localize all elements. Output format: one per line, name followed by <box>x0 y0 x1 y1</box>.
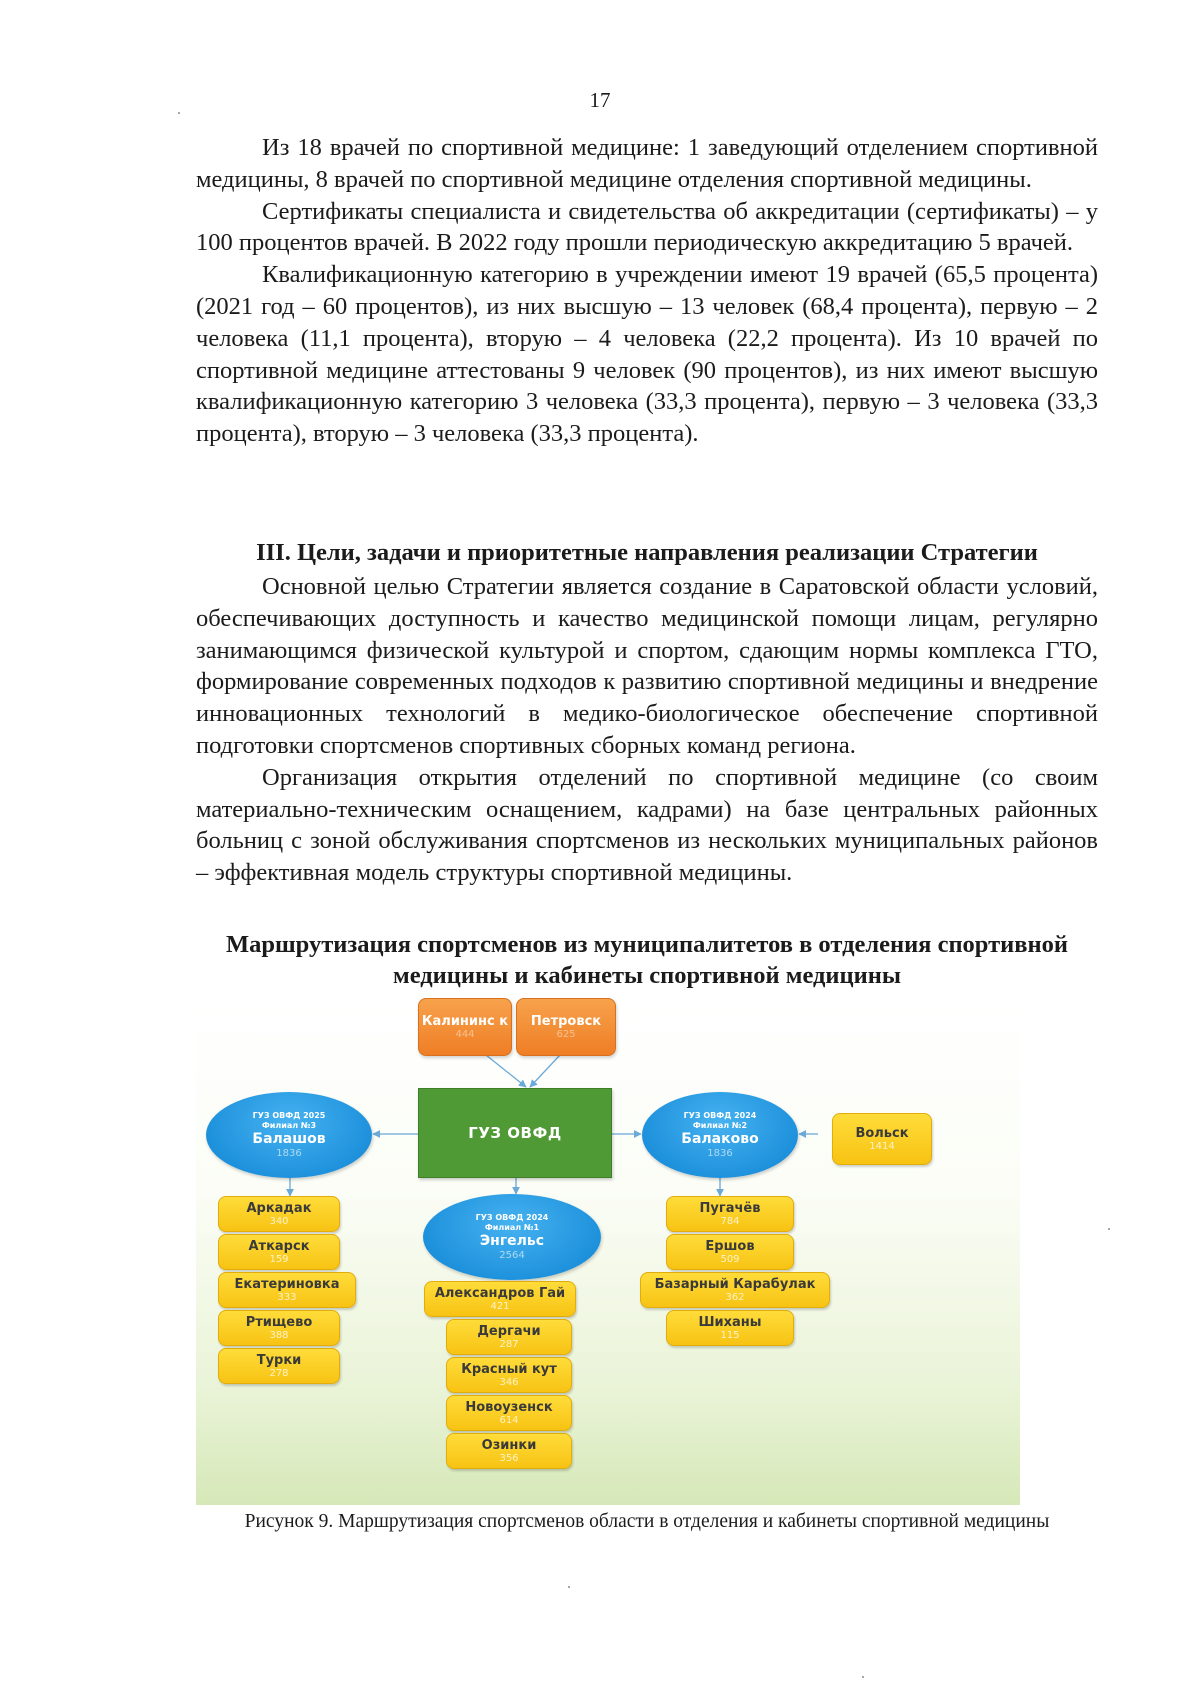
scan-speck <box>862 1676 864 1678</box>
city-box-kalininsk <box>418 998 512 1056</box>
city-name: Петровск <box>530 1013 602 1029</box>
center-box-guz-ovfd <box>418 1088 612 1178</box>
scan-speck <box>568 1586 570 1588</box>
city-box-krasny-kut <box>446 1357 572 1393</box>
city-box-bazarny-karabulak <box>640 1272 830 1308</box>
city-count: 625 <box>556 1028 576 1040</box>
city-name: Калининс к <box>421 1013 509 1029</box>
city-box-ozinki <box>446 1433 572 1469</box>
branch-count: 1836 <box>276 1147 302 1159</box>
city-name: Ершов <box>705 1238 755 1254</box>
city-name: Базарный Карабулак <box>654 1276 816 1292</box>
city-box-ekaterinovka <box>218 1272 356 1308</box>
city-name: Александров Гай <box>434 1285 566 1301</box>
city-name: Ртищево <box>245 1314 313 1330</box>
city-box-dergachi <box>446 1319 572 1355</box>
paragraph-certificates: Сертификаты специалиста и свидетельства об аккредитации (сертификаты) – у 100 процентов врачей. В 2022 году прошли периодическую аккредитацию 5 врачей. <box>196 197 1098 257</box>
branch-number: Филиал №1 <box>484 1222 540 1232</box>
city-name: Вольск <box>855 1125 909 1141</box>
city-name: Екатериновка <box>234 1276 340 1292</box>
city-box-ershov <box>666 1234 794 1270</box>
city-count: 159 <box>269 1253 289 1265</box>
section-text-block <box>196 571 1098 889</box>
scan-speck <box>1108 1228 1110 1230</box>
city-name: Аркадак <box>246 1200 312 1216</box>
arrow-petrovsk <box>530 1055 560 1087</box>
branch-name: Балашов <box>252 1130 326 1147</box>
city-count: 784 <box>720 1215 740 1227</box>
branch-number: Филиал №3 <box>261 1120 317 1130</box>
city-count: 509 <box>720 1253 740 1265</box>
city-count: 444 <box>455 1028 475 1040</box>
branch-ellipse-engels <box>423 1194 601 1280</box>
center-label: ГУЗ ОВФД <box>468 1124 562 1142</box>
city-count: 1414 <box>869 1140 895 1152</box>
branch-ellipse-balakovo <box>642 1092 798 1178</box>
figure-title: Маршрутизация спортсменов из муниципалитетов в отделения спортивной медицины и кабинеты спортивной медицины <box>226 931 1068 989</box>
branch-name: Балаково <box>681 1130 759 1147</box>
scan-speck <box>178 112 180 114</box>
city-name: Новоузенск <box>465 1399 553 1415</box>
city-box-arkadak <box>218 1196 340 1232</box>
paragraph-organization: Организация открытия отделений по спортивной медицине (со своим материально-техническим оснащением, кадрами) на базе центральных районных больниц с зоной обслуживания спортсменов из нескольких муниципальных районов – эффективная модель структуры спортивной медицины. <box>196 763 1098 887</box>
branch-ellipse-balashov <box>206 1092 372 1178</box>
city-count: 340 <box>269 1215 289 1227</box>
arrow-kalininsk <box>486 1055 526 1087</box>
city-box-turki <box>218 1348 340 1384</box>
branch-name: Энгельс <box>479 1232 545 1249</box>
paragraph-qualification: Квалификационную категорию в учреждении имеют 19 врачей (65,5 процента) (2021 год – 60 процентов), из них высшую – 13 человек (68,4 процента), первую – 2 человека (11,1 процента), вторую – 4 человека (22,2 процента). Из 10 врачей по спортивной медицине аттестованы 9 человек (90 процентов), из них имеют высшую квалификационную категорию 3 человека (33,3 процента), первую – 3 человека (33,3 процента), вторую – 3 человека (33,3 процента). <box>196 261 1098 448</box>
top-text-block <box>196 132 1098 450</box>
section-heading: III. Цели, задачи и приоритетные направления реализации Стратегии <box>256 539 1038 566</box>
city-name: Дергачи <box>477 1323 541 1339</box>
city-count: 421 <box>490 1300 510 1312</box>
city-count: 287 <box>499 1338 519 1350</box>
paragraph-goal: Основной целью Стратегии является создание в Саратовской области условий, обеспечивающих доступность и качество медицинской помощи лицам, регулярно занимающимся физической культурой и спортом, сдающим нормы комплекса ГТО, формирование современных подходов к развитию спортивной медицины и внедрение инновационных технологий в медико-биологическое обеспечение спортивной подготовки спортсменов спортивных сборных команд региона. <box>196 573 1098 759</box>
city-name: Аткарск <box>248 1238 310 1254</box>
city-box-rtishchevo <box>218 1310 340 1346</box>
city-count: 115 <box>720 1329 740 1341</box>
figure-caption: Рисунок 9. Маршрутизация спортсменов области в отделения и кабинеты спортивной медицины <box>244 1511 1050 1532</box>
city-box-novouzensk <box>446 1395 572 1431</box>
city-box-pugachev <box>666 1196 794 1232</box>
branch-count: 2564 <box>499 1249 525 1261</box>
city-name: Турки <box>256 1352 302 1368</box>
city-box-aleksandrov-gai <box>424 1281 576 1317</box>
city-name: Озинки <box>481 1437 537 1453</box>
routing-diagram <box>196 1000 1020 1505</box>
city-count: 278 <box>269 1367 289 1379</box>
page-number: 17 <box>589 88 611 112</box>
city-count: 356 <box>499 1452 519 1464</box>
city-count: 333 <box>277 1291 297 1303</box>
branch-org: ГУЗ ОВФД 2024 <box>683 1110 757 1120</box>
branch-org: ГУЗ ОВФД 2024 <box>475 1212 549 1222</box>
city-box-atkarsk <box>218 1234 340 1270</box>
city-box-shikhany <box>666 1310 794 1346</box>
branch-count: 1836 <box>707 1147 733 1159</box>
city-box-petrovsk <box>516 998 616 1056</box>
city-name: Пугачёв <box>699 1200 761 1216</box>
city-name: Шиханы <box>698 1314 762 1330</box>
city-box-volsk <box>832 1113 932 1165</box>
city-name: Красный кут <box>461 1361 557 1377</box>
city-count: 614 <box>499 1414 519 1426</box>
paragraph-doctors: Из 18 врачей по спортивной медицине: 1 заведующий отделением спортивной медицины, 8 врачей по спортивной медицине отделения спортивной медицины. <box>196 134 1098 193</box>
city-count: 362 <box>725 1291 745 1303</box>
branch-number: Филиал №2 <box>692 1120 748 1130</box>
city-count: 388 <box>269 1329 289 1341</box>
branch-org: ГУЗ ОВФД 2025 <box>252 1110 326 1120</box>
city-count: 346 <box>499 1376 519 1388</box>
